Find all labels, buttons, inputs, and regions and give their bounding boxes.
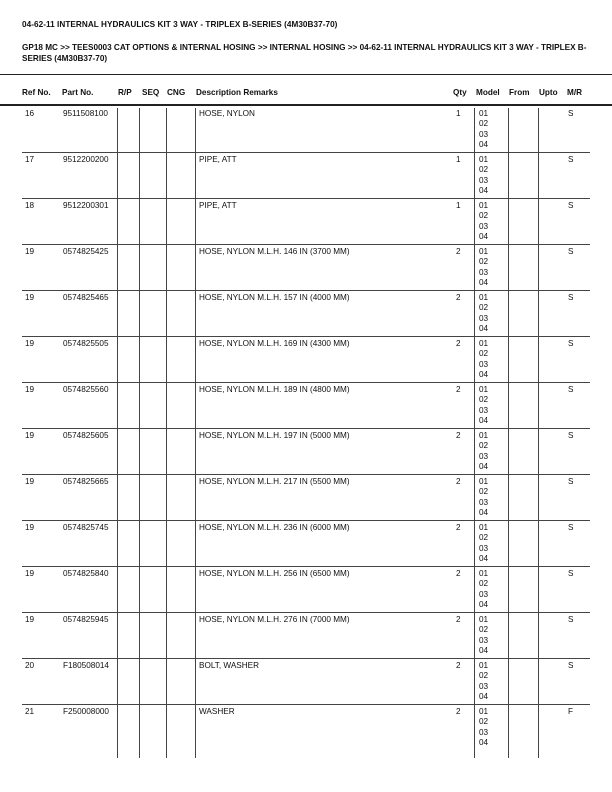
qty: 2 <box>456 247 461 256</box>
table-row <box>22 106 590 153</box>
table-row <box>22 152 590 199</box>
header-mr: M/R <box>567 88 583 97</box>
mr-code: S <box>568 293 574 302</box>
ref-no: 19 <box>25 431 35 440</box>
ref-no: 19 <box>25 477 35 486</box>
description: HOSE, NYLON M.L.H. 276 IN (7000 MM) <box>199 615 350 624</box>
qty: 2 <box>456 339 461 348</box>
table-row <box>22 382 590 429</box>
model-list: 01 02 03 04 <box>479 661 489 702</box>
description: HOSE, NYLON M.L.H. 236 IN (6000 MM) <box>199 523 350 532</box>
table-row <box>22 658 590 705</box>
header-part-no: Part No. <box>62 88 94 97</box>
part-no: 9512200301 <box>63 201 109 210</box>
part-no: F180508014 <box>63 661 109 670</box>
table-row <box>22 244 590 291</box>
ref-no: 19 <box>25 385 35 394</box>
mr-code: F <box>568 707 574 716</box>
ref-no: 20 <box>25 661 35 670</box>
qty: 2 <box>456 293 461 302</box>
part-no: 0574825840 <box>63 569 109 578</box>
description: HOSE, NYLON M.L.H. 157 IN (4000 MM) <box>199 293 350 302</box>
description: PIPE, ATT <box>199 155 237 164</box>
model-list: 01 02 03 04 <box>479 523 489 564</box>
description: HOSE, NYLON M.L.H. 197 IN (5000 MM) <box>199 431 350 440</box>
description: HOSE, NYLON M.L.H. 169 IN (4300 MM) <box>199 339 350 348</box>
header-description: Description Remarks <box>196 88 278 97</box>
breadcrumb: GP18 MC >> TEES0003 CAT OPTIONS & INTERNAL HOSING >> INTERNAL HOSING >> 04-62-11 INTERNAL HYDRAULICS KIT 3 WAY - TRIPLEX B-SERIES (4M30B37-70) <box>22 43 587 63</box>
table-row <box>22 520 590 567</box>
table-row <box>22 290 590 337</box>
ref-no: 19 <box>25 523 35 532</box>
description: HOSE, NYLON M.L.H. 217 IN (5500 MM) <box>199 477 350 486</box>
description: HOSE, NYLON M.L.H. 256 IN (6500 MM) <box>199 569 350 578</box>
ref-no: 17 <box>25 155 35 164</box>
description: PIPE, ATT <box>199 201 237 210</box>
ref-no: 18 <box>25 201 35 210</box>
part-no: 0574825465 <box>63 293 109 302</box>
qty: 2 <box>456 661 461 670</box>
model-list: 01 02 03 04 <box>479 201 489 242</box>
mr-code: S <box>568 155 574 164</box>
description: HOSE, NYLON <box>199 109 255 118</box>
part-no: 0574825560 <box>63 385 109 394</box>
ref-no: 19 <box>25 615 35 624</box>
header-seq: SEQ <box>142 88 160 97</box>
ref-no: 16 <box>25 109 35 118</box>
table-row <box>22 428 590 475</box>
qty: 2 <box>456 385 461 394</box>
qty: 2 <box>456 707 461 716</box>
header-rp: R/P <box>118 88 132 97</box>
model-list: 01 02 03 04 <box>479 569 489 610</box>
qty: 2 <box>456 615 461 624</box>
model-list: 01 02 03 04 <box>479 431 489 472</box>
mr-code: S <box>568 339 574 348</box>
title-divider <box>0 74 612 75</box>
mr-code: S <box>568 201 574 210</box>
header-upto: Upto <box>539 88 558 97</box>
mr-code: S <box>568 661 574 670</box>
part-no: 9511508100 <box>63 109 108 118</box>
header-ref-no: Ref No. <box>22 88 51 97</box>
part-no: 0574825665 <box>63 477 109 486</box>
model-list: 01 02 03 04 <box>479 155 489 196</box>
qty: 1 <box>456 155 461 164</box>
model-list: 01 02 03 04 <box>479 707 489 748</box>
header-from: From <box>509 88 530 97</box>
table-row <box>22 704 590 758</box>
model-list: 01 02 03 04 <box>479 293 489 334</box>
model-list: 01 02 03 04 <box>479 477 489 518</box>
part-no: F250008000 <box>63 707 109 716</box>
page-title: 04-62-11 INTERNAL HYDRAULICS KIT 3 WAY - TRIPLEX B-SERIES (4M30B37-70) <box>22 20 338 29</box>
mr-code: S <box>568 523 574 532</box>
part-no: 0574825425 <box>63 247 109 256</box>
model-list: 01 02 03 04 <box>479 385 489 426</box>
description: HOSE, NYLON M.L.H. 189 IN (4800 MM) <box>199 385 350 394</box>
mr-code: S <box>568 569 574 578</box>
table-row <box>22 612 590 659</box>
part-no: 9512200200 <box>63 155 109 164</box>
ref-no: 19 <box>25 247 35 256</box>
qty: 1 <box>456 109 461 118</box>
qty: 2 <box>456 523 461 532</box>
ref-no: 21 <box>25 707 35 716</box>
table-row <box>22 336 590 383</box>
table-row <box>22 566 590 613</box>
model-list: 01 02 03 04 <box>479 109 489 150</box>
ref-no: 19 <box>25 293 35 302</box>
model-list: 01 02 03 04 <box>479 615 489 656</box>
table-row <box>22 198 590 245</box>
description: HOSE, NYLON M.L.H. 146 IN (3700 MM) <box>199 247 350 256</box>
description: BOLT, WASHER <box>199 661 260 670</box>
qty: 2 <box>456 569 461 578</box>
qty: 2 <box>456 431 461 440</box>
mr-code: S <box>568 247 574 256</box>
part-no: 0574825505 <box>63 339 109 348</box>
mr-code: S <box>568 615 574 624</box>
mr-code: S <box>568 385 574 394</box>
description: WASHER <box>199 707 235 716</box>
part-no: 0574825605 <box>63 431 109 440</box>
mr-code: S <box>568 477 574 486</box>
qty: 1 <box>456 201 461 210</box>
header-qty: Qty <box>453 88 467 97</box>
mr-code: S <box>568 431 574 440</box>
model-list: 01 02 03 04 <box>479 339 489 380</box>
part-no: 0574825745 <box>63 523 109 532</box>
header-model: Model <box>476 88 500 97</box>
model-list: 01 02 03 04 <box>479 247 489 288</box>
header-cng: CNG <box>167 88 186 97</box>
ref-no: 19 <box>25 569 35 578</box>
part-no: 0574825945 <box>63 615 109 624</box>
qty: 2 <box>456 477 461 486</box>
table-row <box>22 474 590 521</box>
ref-no: 19 <box>25 339 35 348</box>
mr-code: S <box>568 109 574 118</box>
